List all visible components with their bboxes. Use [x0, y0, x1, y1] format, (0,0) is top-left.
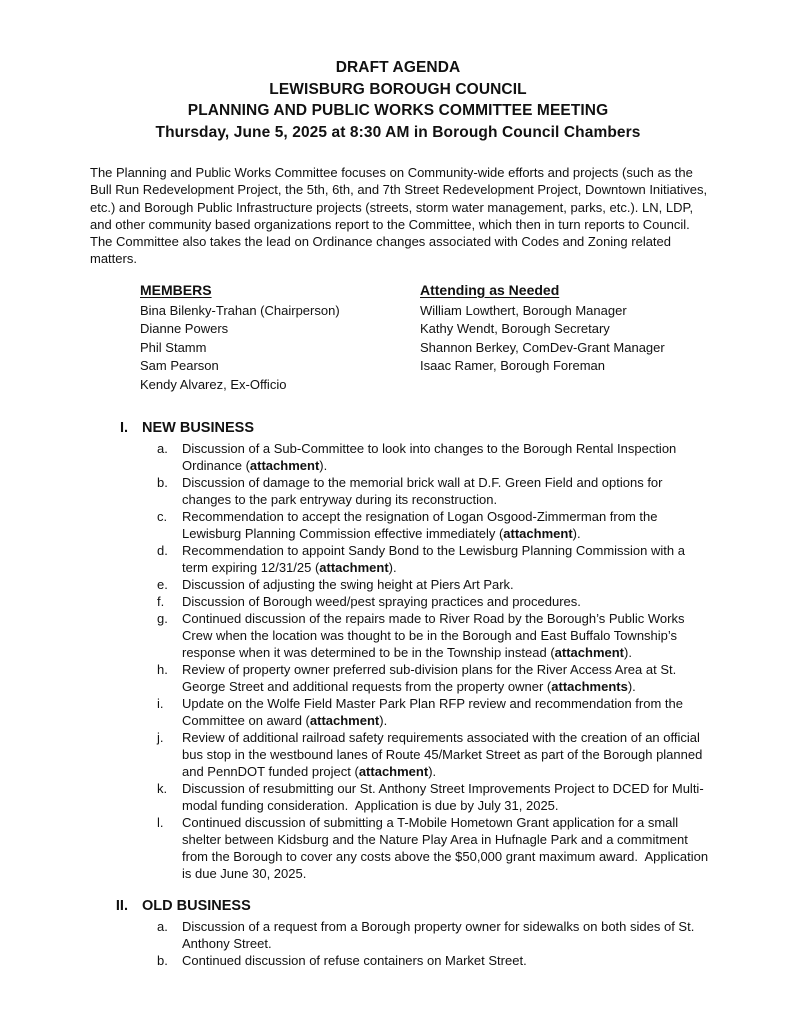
- agenda-item-letter: h.: [157, 662, 168, 678]
- agenda-item: [0, 695, 796, 729]
- member-name: Kendy Alvarez, Ex-Officio: [140, 376, 287, 392]
- agenda-item-text: Review of additional railroad safety requirements associated with the creation of an official bus stop in the westbound lanes of Route 45/Market Street as part of the Borough planned and PennDOT funded project (attachment).: [182, 730, 706, 780]
- agenda-item: [0, 918, 796, 952]
- attendee-name: Shannon Berkey, ComDev-Grant Manager: [420, 339, 665, 355]
- attending-list: [420, 302, 720, 376]
- agenda-item-letter: j.: [157, 730, 164, 746]
- agenda-item-text: Discussion of damage to the memorial brick wall at D.F. Green Field and options for changes to the park entryway during its reconstruction.: [182, 475, 667, 508]
- agenda-item-text: Update on the Wolfe Field Master Park Plan RFP review and recommendation from the Committee on award (attachment).: [182, 696, 687, 729]
- document-title-block: [0, 57, 796, 143]
- agenda-item-letter: e.: [157, 577, 168, 593]
- agenda-item-letter: b.: [157, 953, 168, 969]
- section-items: [0, 918, 796, 969]
- section-numeral: I.: [119, 420, 128, 437]
- agenda-item: [0, 610, 796, 661]
- agenda-item-text: Discussion of resubmitting our St. Anthony Street Improvements Project to DCED for Multi-modal funding consideration. Application is due by July 31, 2025.: [182, 781, 704, 814]
- roster-columns: [0, 281, 796, 395]
- agenda-item-text: Discussion of Borough weed/pest spraying practices and procedures.: [182, 594, 581, 610]
- agenda-item-text: Recommendation to accept the resignation of Logan Osgood-Zimmerman from the Lewisburg Planning Commission effective immediately (attachment).: [182, 509, 662, 542]
- agenda-section: [0, 898, 796, 969]
- title-line-date-location: Thursday, June 5, 2025 at 8:30 AM in Borough Council Chambers: [155, 123, 641, 141]
- section-heading: [0, 420, 796, 437]
- agenda-item: [0, 576, 796, 593]
- agenda-item-text: Review of property owner preferred sub-division plans for the River Access Area at St. George Street and additional requests from the property owner (attachments).: [182, 662, 680, 695]
- agenda-item: [0, 593, 796, 610]
- agenda-item-text: Continued discussion of the repairs made to River Road by the Borough’s Public Works Crew when the location was thought to be in the Borough and East Buffalo Township’s response when it was determined to be in the Township instead (attachment).: [182, 611, 689, 661]
- intro-paragraph: The Planning and Public Works Committee focuses on Community-wide efforts and projects (such as the Bull Run Redevelopment Project, the 5th, 6th, and 7th Street Redevelopment Project, Downtown Initiatives, etc.) and Borough Public Infrastructure projects (streets, storm water management, parks, etc.). LN, LDP, and other community based organizations report to the Committee, which then in turn reports to Council. The Committee also takes the lead on Ordinance changes associated with Codes and Zoning related matters.: [90, 165, 711, 266]
- members-column: [140, 281, 420, 395]
- agenda-item: [0, 780, 796, 814]
- section-numeral: II.: [115, 898, 128, 915]
- agenda-item-letter: f.: [157, 594, 165, 610]
- section-title: NEW BUSINESS: [142, 420, 254, 437]
- members-list: [140, 302, 420, 395]
- members-heading: MEMBERS: [140, 281, 212, 298]
- agenda-item-letter: a.: [157, 441, 168, 457]
- attending-column: [420, 281, 720, 395]
- attendee-name: Isaac Ramer, Borough Foreman: [420, 358, 605, 374]
- agenda-item: [0, 542, 796, 576]
- agenda-item: [0, 729, 796, 780]
- member-name: Dianne Powers: [140, 321, 229, 337]
- title-line-draft-agenda: DRAFT AGENDA: [335, 59, 461, 76]
- agenda-item: [0, 508, 796, 542]
- agenda-item-text: Discussion of a Sub-Committee to look into changes to the Borough Rental Inspection Ordinance (attachment).: [182, 441, 680, 474]
- agenda-item-letter: b.: [157, 475, 168, 491]
- title-line-council: LEWISBURG BOROUGH COUNCIL: [269, 80, 527, 98]
- title-line-committee-meeting: PLANNING AND PUBLIC WORKS COMMITTEE MEETING: [187, 102, 609, 120]
- agenda-item: [0, 440, 796, 474]
- agenda-item-letter: l.: [157, 815, 164, 831]
- agenda-section: [0, 420, 796, 882]
- attending-heading: Attending as Needed: [420, 281, 560, 298]
- member-name: Phil Stamm: [140, 339, 207, 355]
- agenda-item-text: Continued discussion of refuse containers on Market Street.: [182, 953, 527, 969]
- agenda-item-text: Discussion of adjusting the swing height at Piers Art Park.: [182, 577, 514, 593]
- agenda-sections: [0, 420, 796, 969]
- agenda-item: [0, 952, 796, 969]
- agenda-item-text: Discussion of a request from a Borough property owner for sidewalks on both sides of St. Anthony Street.: [182, 919, 698, 952]
- agenda-item-letter: g.: [157, 611, 168, 627]
- agenda-item-text: Recommendation to appoint Sandy Bond to the Lewisburg Planning Commission with a term expiring 12/31/25 (attachment).: [182, 543, 689, 576]
- agenda-item-text: Continued discussion of submitting a T-Mobile Hometown Grant application for a small shelter between Kidsburg and the Nature Play Area in Hufnagle Park and a commitment from the Borough to cover any costs above the $50,000 grant maximum award. Application is due June 30, 2025.: [182, 815, 712, 882]
- section-heading: [0, 898, 796, 915]
- section-title: OLD BUSINESS: [142, 898, 251, 915]
- member-name: Sam Pearson: [140, 358, 219, 374]
- agenda-item-letter: c.: [157, 509, 168, 525]
- attendee-name: Kathy Wendt, Borough Secretary: [420, 321, 610, 337]
- agenda-item: [0, 474, 796, 508]
- agenda-item: [0, 814, 796, 882]
- section-items: [0, 440, 796, 882]
- agenda-item-letter: k.: [157, 781, 168, 797]
- attendee-name: William Lowthert, Borough Manager: [420, 302, 627, 318]
- agenda-item-letter: i.: [157, 696, 164, 712]
- member-name: Bina Bilenky-Trahan (Chairperson): [140, 302, 340, 318]
- agenda-item-letter: d.: [157, 543, 168, 559]
- agenda-item-letter: a.: [157, 919, 168, 935]
- agenda-item: [0, 661, 796, 695]
